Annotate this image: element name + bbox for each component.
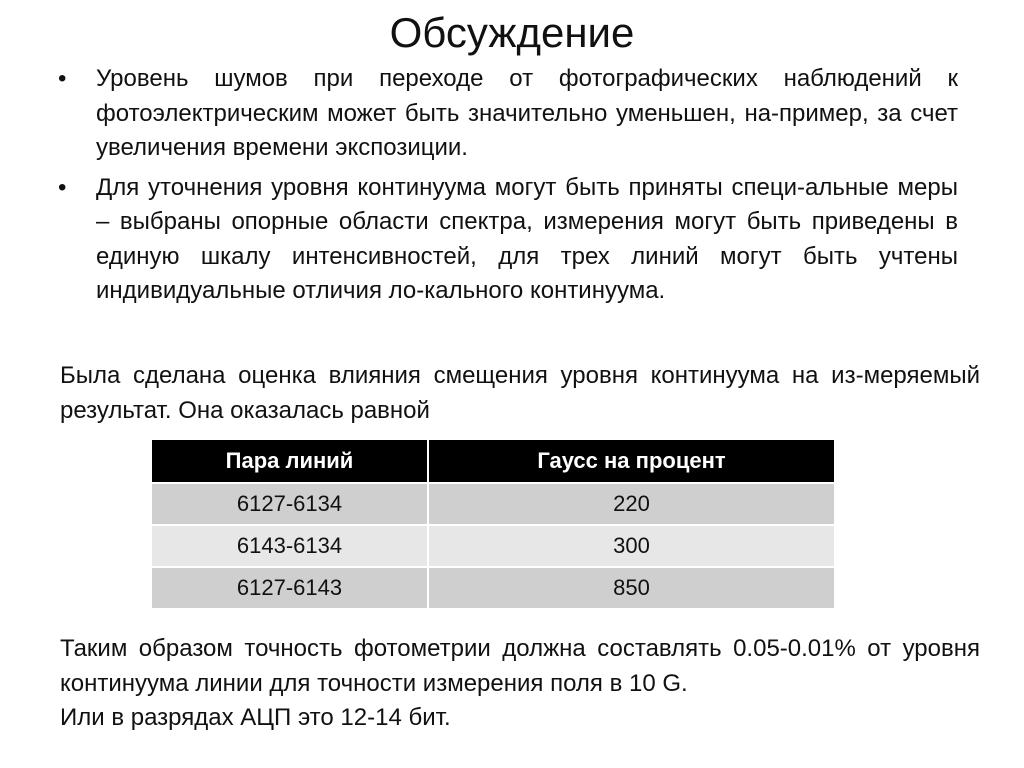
adc-paragraph: Или в разрядах АЦП это 12-14 бит. bbox=[60, 704, 451, 731]
column-header-gauss-per-percent: Гаусс на процент bbox=[428, 440, 834, 483]
cell-gauss-per-percent: 220 bbox=[428, 483, 834, 525]
bullet-text: Для уточнения уровня континуума могут быть приняты специ-альные меры – выбраны опорные области спектра, измерения могут быть приведены в единую шкалу интенсивностей, для трех линий могут быть учтены индивидуальные отличия ло-кального континуума. bbox=[96, 173, 958, 304]
results-table bbox=[152, 440, 834, 608]
cell-line-pair: 6127-6143 bbox=[152, 567, 428, 608]
conclusion-paragraph: Таким образом точность фотометрии должна составлять 0.05-0.01% от уровня континуума линии для точности измерения поля в 10 G. bbox=[60, 635, 980, 697]
cell-gauss-per-percent: 300 bbox=[428, 525, 834, 567]
bullet-marker: • bbox=[58, 65, 67, 92]
column-header-line-pair: Пара линий bbox=[152, 440, 428, 483]
estimate-paragraph: Была сделана оценка влияния смещения уровня континуума на из-меряемый результат. Она оказалась равной bbox=[60, 362, 980, 424]
table-row bbox=[152, 567, 834, 608]
bullet-item bbox=[58, 62, 958, 166]
table-header-row bbox=[152, 440, 834, 483]
table-row bbox=[152, 483, 834, 525]
cell-gauss-per-percent: 850 bbox=[428, 567, 834, 608]
bullet-text: Уровень шумов при переходе от фотографических наблюдений к фотоэлектрическим может быть значительно уменьшен, на-пример, за счет увеличения времени экспозиции. bbox=[96, 65, 958, 161]
cell-line-pair: 6143-6134 bbox=[152, 525, 428, 567]
bullet-list bbox=[58, 62, 958, 314]
slide-title: Обсуждение bbox=[389, 9, 635, 56]
bullet-marker: • bbox=[58, 173, 67, 201]
table-row bbox=[152, 525, 834, 567]
cell-line-pair: 6127-6134 bbox=[152, 483, 428, 525]
bullet-item bbox=[58, 171, 958, 309]
